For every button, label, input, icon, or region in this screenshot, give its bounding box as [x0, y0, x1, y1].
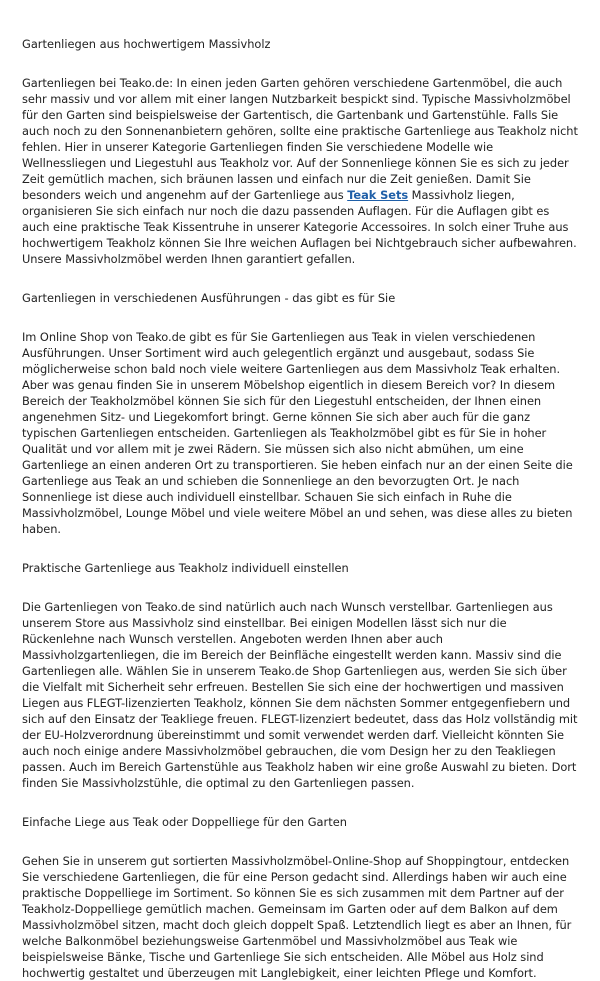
section-body-ausfuehrungen: Im Online Shop von Teako.de gibt es für Sie Gartenliegen aus Teak in vielen verschiedenen Ausführungen. Unser Sortiment wird auch gelegentlich ergänzt und ausgebaut, sodass Sie möglicherweise schon bald noch viele weitere Gartenliegen aus dem Massivholz Teak erhalten. Aber was genau finden Sie in unserem Möbelshop eigentlich in diesem Bereich vor? In diesem Bereich der Teakholzmöbel können Sie sich für den Liegestuhl entscheiden, der Ihnen einen angenehmen Sitz- und Liegekomfort bringt. Gerne können Sie sich aber auch für die ganz typischen Gartenliegen entscheiden. Gartenliegen als Teakholzmöbel gibt es für Sie in hoher Qualität und vor allem mit je zwei Rädern. Sie müssen sich also nicht abmühen, um eine Gartenliege an einen anderen Ort zu transportieren. Sie heben einfach nur an der einen Seite die Gartenliege aus Teak an und schieben die Sonnenliege an den bevorzugten Ort. Je nach Sonnenliege ist diese auch individuell einstellbar. Schauen Sie sich einfach in Ruhe die Massivholzmöbel, Lounge Möbel und viele weitere Möbel an und sehen, was diese alles zu bieten haben.	[22, 330, 573, 536]
section-body-doppelliege: Gehen Sie in unserem gut sortierten Massivholzmöbel-Online-Shop auf Shoppingtour, entdecken Sie verschiedene Gartenliegen, die für eine Person gedacht sind. Allerdings haben wir auch eine praktische Doppelliege im Sortiment. So können Sie es sich zusammen mit dem Partner auf der Teakholz-Doppelliege gemütlich machen. Gemeinsam im Garten oder auf dem Balkon auf dem Massivholzmöbel sitzen, macht doch gleich doppelt Spaß. Letztendlich liegt es aber an Ihnen, für welche Balkonmöbel beziehungsweise Gartenmöbel und Massivholzmöbel aus Teak wie beispielsweise Bänke, Tische und Gartenliege Sie sich entscheiden. Alle Möbel aus Holz sind hochwertig gestaltet und überzeugen mit Langlebigkeit, einer leichten Pflege und Komfort.	[22, 854, 572, 980]
intro-paragraph	[22, 75, 578, 267]
section-body-einstellen: Die Gartenliegen von Teako.de sind natürlich auch nach Wunsch verstellbar. Gartenliegen aus unserem Store aus Massivholz sind einstellbar. Bei einigen Modellen lässt sich nur die Rückenlehne nach Wunsch verstellen. Angeboten werden Ihnen aber auch Massivholzgartenliegen, die im Bereich der Beinfläche eingestellt werden kann. Massiv sind die Gartenliegen alle. Wählen Sie in unserem Teako.de Shop Gartenliegen aus, werden Sie sich über die Vielfalt mit Sicherheit sehr erfreuen. Bestellen Sie sich eine der hochwertigen und massiven Liegen aus FLEGT-lizenzierten Teakholz, können Sie dem nächsten Sommer entgegenfiebern und sich auf den Einsatz der Teakliege freuen. FLEGT-lizenziert bedeutet, dass das Holz vollständig mit der EU-Holzverordnung übereinstimmt und somit verwendet werden darf. Vielleicht könnten Sie auch noch einige andere Massivholzmöbel gebrauchen, die vom Design her zu den Teakliegen passen. Auch im Bereich Gartenstühle aus Teakholz haben wir eine große Auswahl zu bieten. Dort finden Sie Massivholzstühle, die optimal zu den Gartenliegen passen.	[22, 600, 578, 790]
teak-sets-link[interactable]: Teak Sets	[347, 188, 409, 202]
intro-text-before-link: Gartenliegen bei Teako.de: In einen jeden Garten gehören verschiedene Gartenmöbel, die auch sehr massiv und vor allem mit einer langen Nutzbarkeit bespickt sind. Typische Massivholzmöbel für den Garten sind beispielsweise der Gartentisch, die Gartenbank und Gartenstühle. Falls Sie auch noch zu den Sonnenanbietern gehören, sollte eine praktische Gartenliege aus Teakholz nicht fehlen. Hier in unserer Kategorie Gartenliegen finden Sie verschiedene Modelle wie Wellnessliegen und Liegestuhl aus Teakholz vor. Auf der Sonnenliege können Sie es sich zu jeder Zeit gemütlich machen, sich bräunen lassen und einfach nur die Zeit genießen. Damit Sie besonders weich und angenehm auf der Gartenliege aus	[22, 76, 578, 202]
section-heading-doppelliege: Einfache Liege aus Teak oder Doppelliege für den Garten	[22, 815, 347, 829]
page-title: Gartenliegen aus hochwertigem Massivholz	[22, 37, 271, 51]
section-heading-einstellen: Praktische Gartenliege aus Teakholz individuell einstellen	[22, 561, 349, 575]
intro-text-after-link: Massivholz liegen, organisieren Sie sich einfach nur noch die dazu passenden Auflagen. Für die Auflagen gibt es auch eine praktische Teak Kissentruhe in unserer Kategorie Accessoires. In solch einer Truhe aus hochwertigem Teakholz können Sie Ihre weichen Auflagen bei Nichtgebrauch sicher aufbewahren. Unsere Massivholzmöbel werden Ihnen garantiert gefallen.	[22, 188, 577, 266]
section-heading-ausfuehrungen: Gartenliegen in verschiedenen Ausführungen - das gibt es für Sie	[22, 291, 396, 305]
